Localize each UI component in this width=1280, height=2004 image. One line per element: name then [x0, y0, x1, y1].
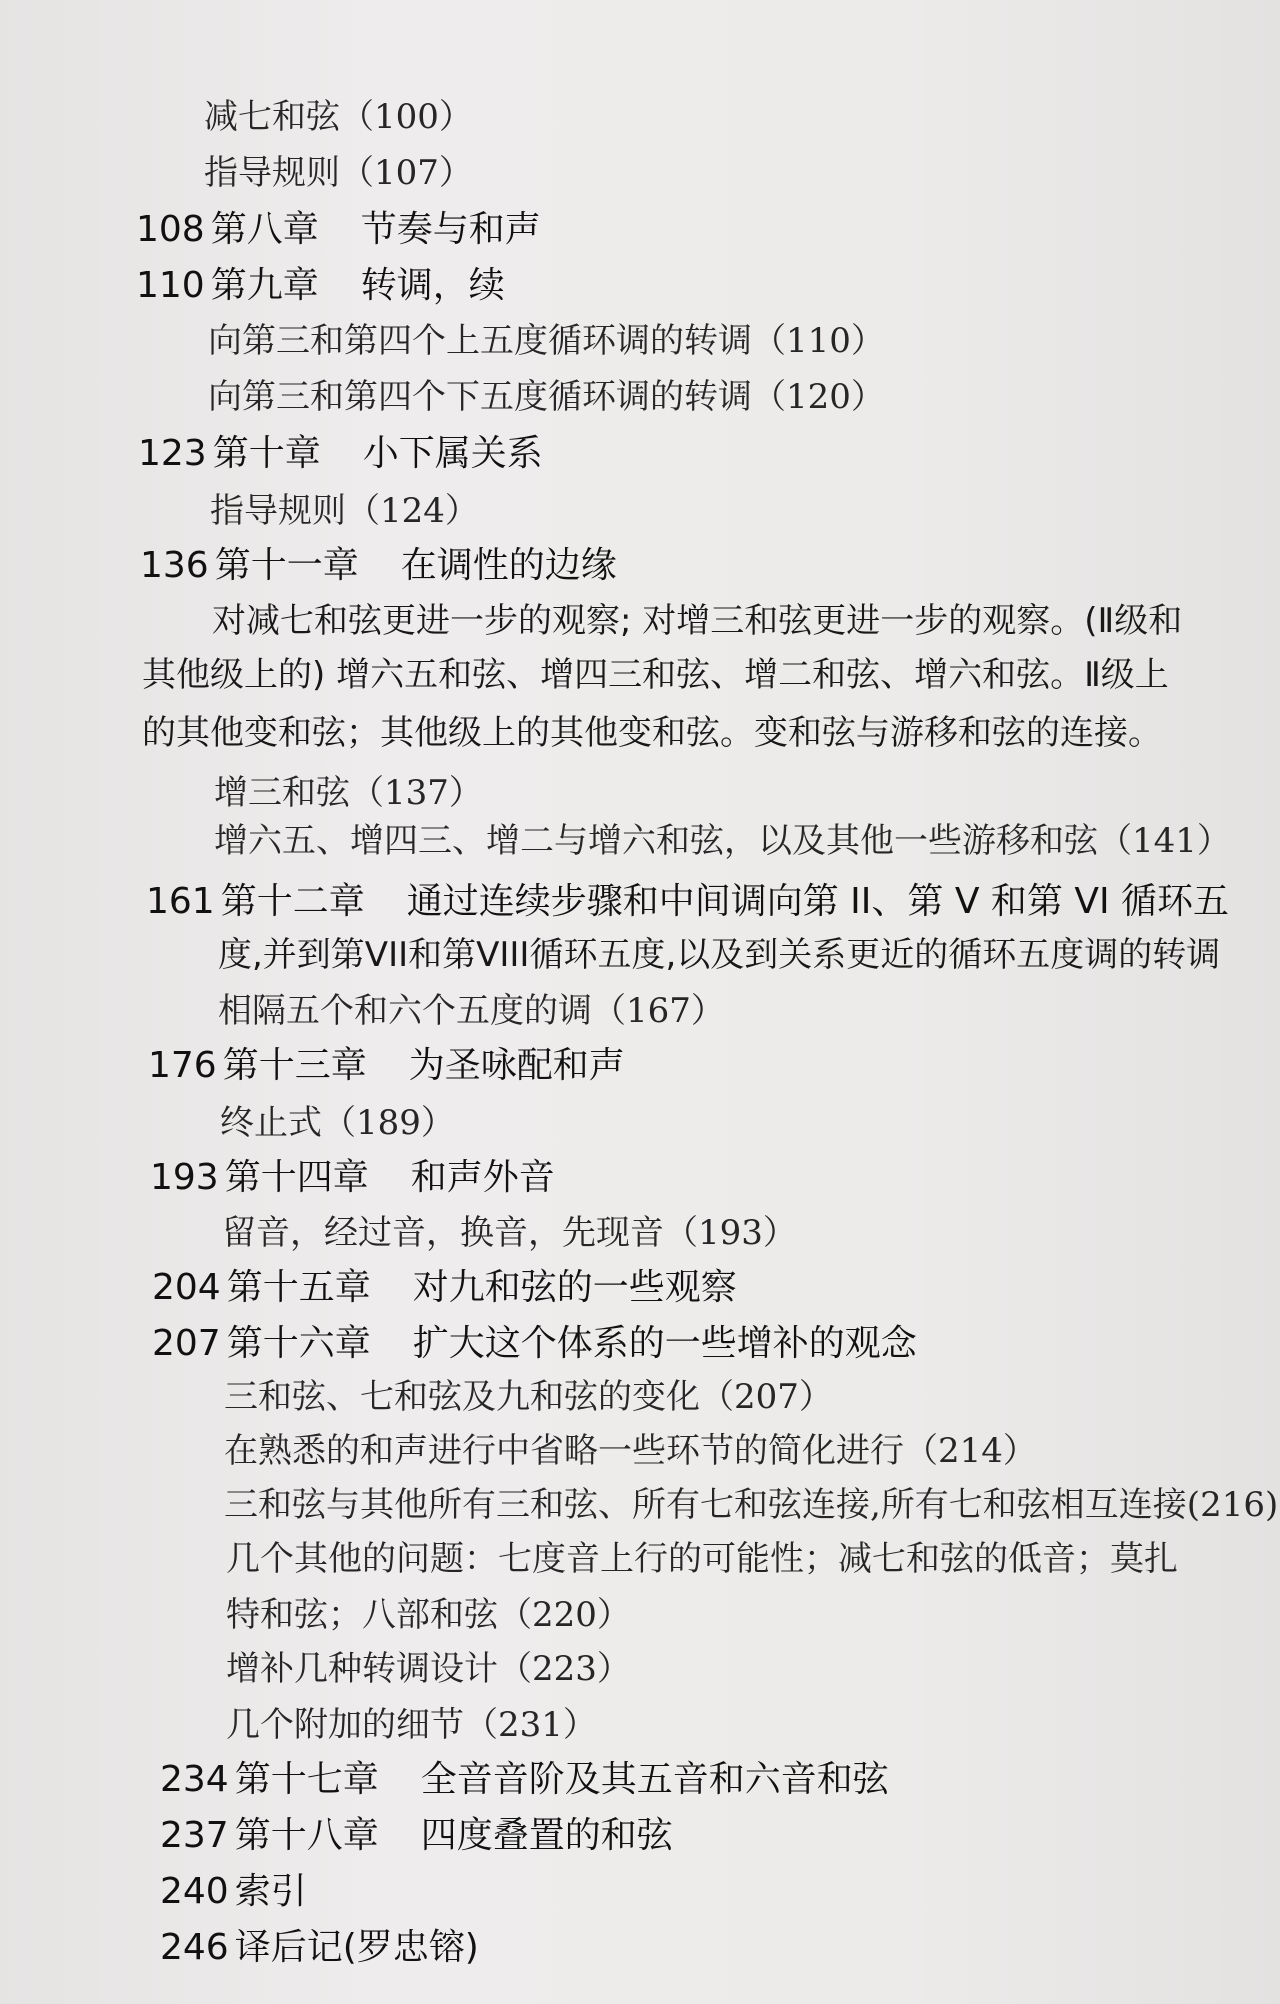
chapter-title: 扩大这个体系的一些增补的观念: [412, 1323, 917, 1364]
chapter-title: 小下属关系: [362, 433, 543, 474]
chapter-title: 对九和弦的一些观察: [412, 1267, 737, 1308]
toc-chapter-entry: [146, 881, 1230, 922]
toc-sub-entry: 向第三和第四个上五度循环调的转调（110）: [208, 321, 885, 361]
chapter-title: 为圣咏配和声: [408, 1045, 625, 1086]
chapter-page-number: 136: [140, 545, 209, 586]
chapter-description-line: 度,并到第VII和第VIII循环五度,以及到关系更近的循环五度调的转调: [218, 935, 1221, 975]
chapter-description-line: 的其他变和弦；其他级上的其他变和弦。变和弦与游移和弦的连接。: [142, 713, 1162, 753]
toc-sub-entry: 向第三和第四个下五度循环调的转调（120）: [208, 377, 885, 417]
chapter-label: 第十章: [212, 433, 321, 474]
chapter-title: 转调，续: [360, 265, 505, 306]
chapter-label: 第九章: [210, 265, 319, 306]
chapter-description-line: 其他级上的) 增六五和弦、增四三和弦、增二和弦、增六和弦。Ⅱ级上: [142, 655, 1169, 695]
toc-sub-entry: 增补几种转调设计（223）: [226, 1649, 631, 1689]
toc-chapter-entry: [152, 1267, 737, 1308]
toc-chapter-entry: [136, 265, 505, 306]
toc-chapter-entry: [160, 1759, 889, 1800]
chapter-label: 第十二章: [220, 881, 365, 922]
toc-chapter-entry: [140, 545, 617, 586]
toc-chapter-entry: [150, 1157, 555, 1198]
chapter-page-number: 207: [152, 1323, 221, 1364]
chapter-title: 节奏与和声: [360, 209, 541, 250]
chapter-title: 四度叠置的和弦: [420, 1815, 673, 1856]
chapter-title: 和声外音: [410, 1157, 555, 1198]
chapter-page-number: 204: [152, 1267, 221, 1308]
toc-sub-entry: 留音，经过音，换音，先现音（193）: [222, 1213, 797, 1253]
chapter-title: 译后记(罗忠镕): [234, 1927, 479, 1968]
chapter-description-line: 对减七和弦更进一步的观察; 对增三和弦更进一步的观察。(Ⅱ级和: [212, 601, 1183, 641]
chapter-page-number: 240: [160, 1871, 229, 1912]
chapter-label: 第十八章: [234, 1815, 379, 1856]
chapter-label: 第八章: [210, 209, 319, 250]
chapter-label: 第十三章: [222, 1045, 367, 1086]
toc-sub-entry: 指导规则（107）: [204, 153, 473, 193]
chapter-label: 第十五章: [226, 1267, 371, 1308]
chapter-page-number: 176: [148, 1045, 217, 1086]
toc-sub-entry: 特和弦；八部和弦（220）: [226, 1595, 631, 1635]
toc-chapter-entry: [160, 1815, 673, 1856]
chapter-label: 第十四章: [224, 1157, 369, 1198]
toc-sub-entry: 相隔五个和六个五度的调（167）: [218, 991, 725, 1031]
toc-sub-entry: 终止式（189）: [220, 1103, 455, 1143]
chapter-page-number: 193: [150, 1157, 219, 1198]
toc-sub-entry: 增六五、增四三、增二与增六和弦，以及其他一些游移和弦（141）: [214, 821, 1231, 861]
toc-sub-entry: 增三和弦（137）: [214, 773, 483, 813]
chapter-page-number: 246: [160, 1927, 229, 1968]
toc-chapter-entry: [136, 209, 541, 250]
toc-sub-entry: 几个其他的问题：七度音上行的可能性；减七和弦的低音；莫扎: [226, 1539, 1178, 1579]
chapter-title: 全音音阶及其五音和六音和弦: [420, 1759, 889, 1800]
chapter-label: 第十六章: [226, 1323, 371, 1364]
chapter-label: 第十七章: [234, 1759, 379, 1800]
toc-chapter-entry: [152, 1323, 917, 1364]
chapter-page-number: 237: [160, 1815, 229, 1856]
chapter-title: 通过连续步骤和中间调向第 II、第 V 和第 VI 循环五: [406, 881, 1230, 922]
chapter-page-number: 110: [136, 265, 205, 306]
toc-sub-entry: 指导规则（124）: [210, 491, 479, 531]
toc-sub-entry: 几个附加的细节（231）: [226, 1705, 597, 1745]
chapter-page-number: 234: [160, 1759, 229, 1800]
chapter-page-number: 108: [136, 209, 205, 250]
toc-sub-entry: 三和弦、七和弦及九和弦的变化（207）: [224, 1377, 833, 1417]
toc-sub-entry: 三和弦与其他所有三和弦、所有七和弦连接,所有七和弦相互连接(216): [224, 1485, 1279, 1525]
toc-sub-entry: 在熟悉的和声进行中省略一些环节的简化进行（214）: [224, 1431, 1037, 1471]
toc-chapter-entry: [138, 433, 543, 474]
chapter-title: 索引: [234, 1871, 307, 1912]
toc-chapter-entry: [160, 1871, 307, 1912]
toc-chapter-entry: [148, 1045, 625, 1086]
chapter-label: 第十一章: [214, 545, 359, 586]
chapter-title: 在调性的边缘: [400, 545, 617, 586]
chapter-page-number: 123: [138, 433, 207, 474]
chapter-page-number: 161: [146, 881, 215, 922]
toc-sub-entry: 减七和弦（100）: [204, 97, 473, 137]
toc-chapter-entry: [160, 1927, 479, 1968]
